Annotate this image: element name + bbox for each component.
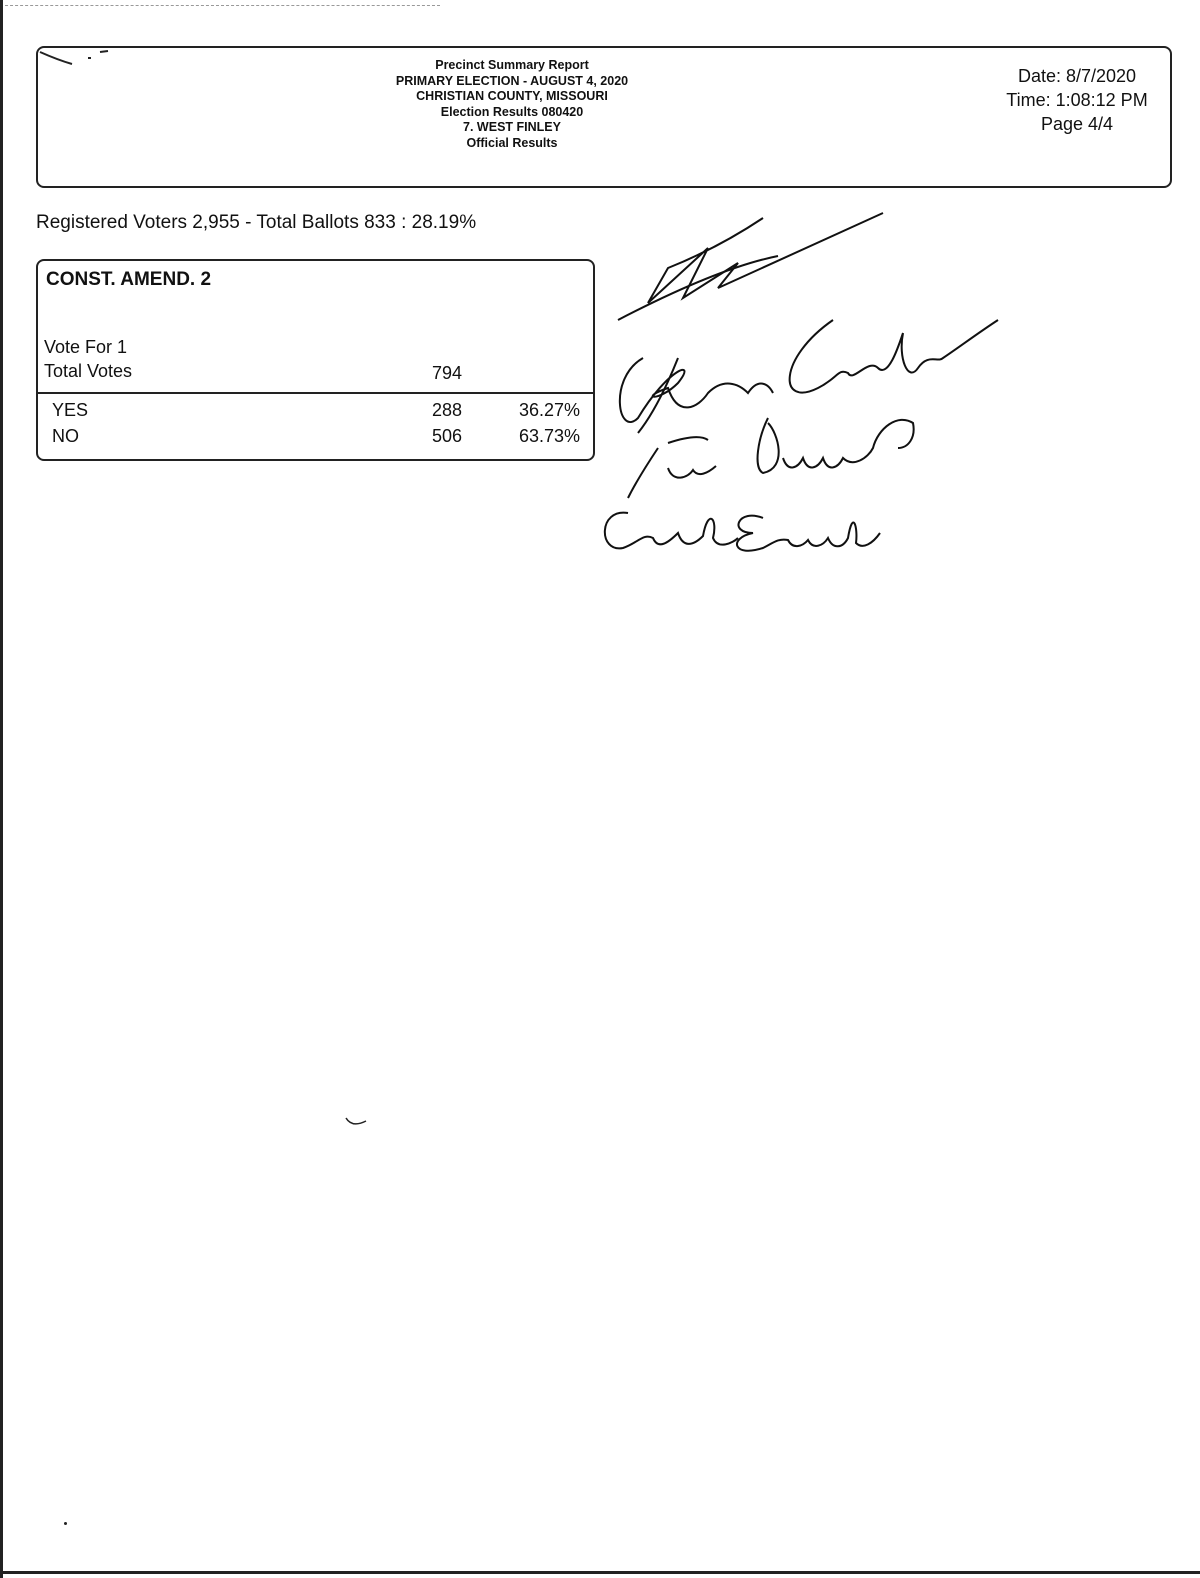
signature-lisa-russell bbox=[628, 418, 914, 498]
corner-scribble-mark bbox=[38, 48, 128, 72]
total-votes-label: Total Votes bbox=[44, 361, 133, 381]
page-number: Page 4/4 bbox=[1040, 114, 1114, 134]
signatures-block bbox=[598, 208, 1018, 558]
report-time: Time: 1:08:12 PM bbox=[1006, 90, 1148, 110]
stray-dot-mark bbox=[64, 1522, 67, 1525]
choice-votes: 506 bbox=[431, 426, 462, 446]
choice-row-yes bbox=[38, 400, 593, 424]
choice-name: YES bbox=[52, 400, 89, 420]
report-title-block bbox=[338, 58, 686, 151]
choice-votes: 288 bbox=[431, 400, 462, 420]
stray-pen-mark bbox=[344, 1116, 368, 1130]
choice-percent: 63.73% bbox=[518, 426, 580, 446]
precinct-name: 7. WEST FINLEY bbox=[463, 120, 561, 134]
contest-title: CONST. AMEND. 2 bbox=[46, 269, 212, 290]
scan-edge-top bbox=[0, 5, 440, 6]
choice-name: NO bbox=[52, 426, 79, 446]
scan-edge-left bbox=[0, 0, 3, 1578]
report-date: Date: 8/7/2020 bbox=[1017, 66, 1137, 86]
county-name: CHRISTIAN COUNTY, MISSOURI bbox=[416, 89, 608, 103]
contest-box bbox=[36, 259, 595, 461]
report-meta bbox=[992, 64, 1162, 136]
report-title: Precinct Summary Report bbox=[435, 58, 589, 72]
election-name: PRIMARY ELECTION - AUGUST 4, 2020 bbox=[395, 73, 629, 88]
choice-percent: 36.27% bbox=[518, 400, 580, 420]
contest-divider bbox=[38, 392, 593, 394]
total-votes-value: 794 bbox=[431, 363, 462, 383]
results-id: Election Results 080420 bbox=[440, 104, 584, 119]
signature-ronna-graham bbox=[620, 320, 998, 433]
results-status: Official Results bbox=[466, 135, 558, 150]
signature-scribble-1 bbox=[618, 213, 883, 320]
vote-for-label: Vote For 1 bbox=[44, 337, 128, 357]
signature-carla-essick bbox=[605, 513, 880, 551]
report-header bbox=[36, 46, 1172, 188]
choice-row-no bbox=[38, 426, 593, 450]
scan-edge-bottom bbox=[0, 1571, 1200, 1574]
turnout-summary: Registered Voters 2,955 - Total Ballots 833 : 28.19% bbox=[36, 212, 477, 233]
